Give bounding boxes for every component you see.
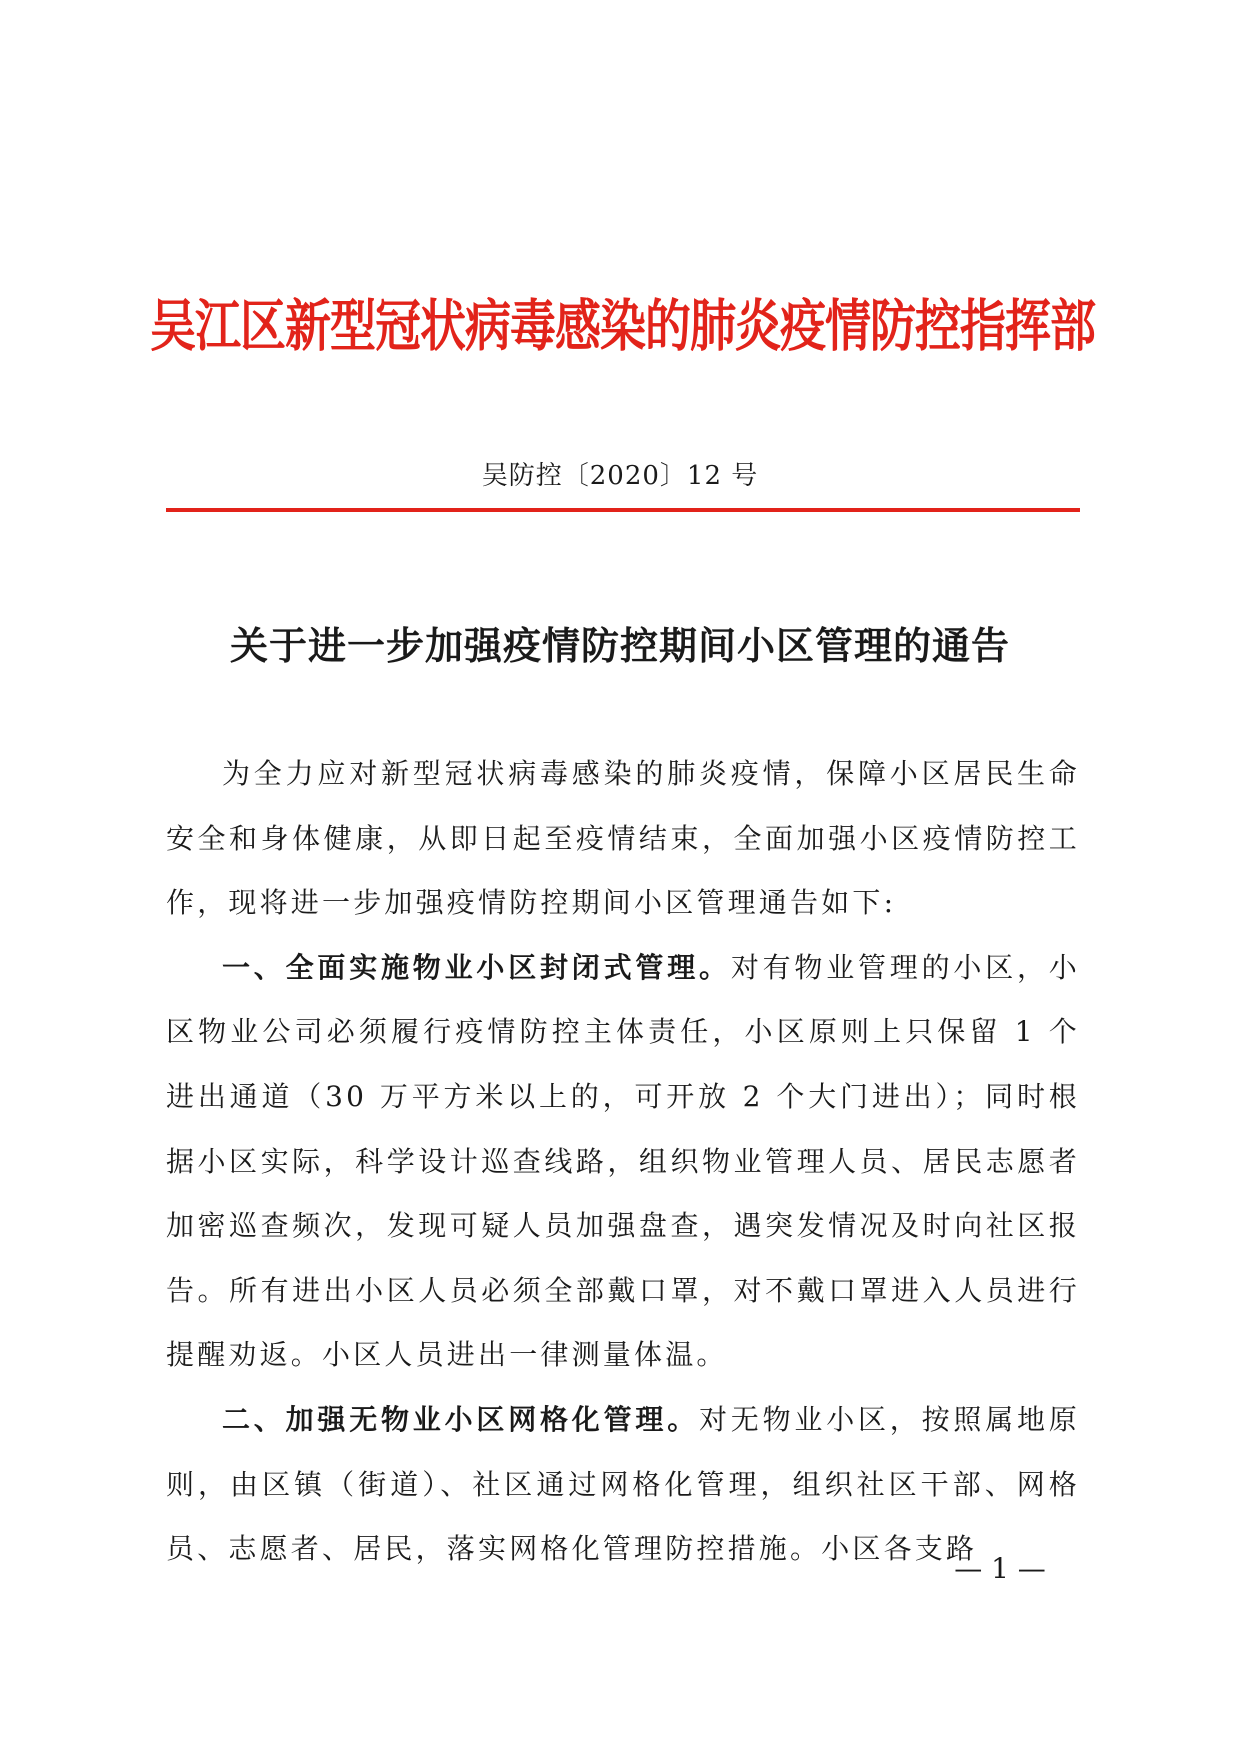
section-1-paragraph bbox=[166, 936, 1080, 1388]
section-1-text: 对有物业管理的小区，小区物业公司必须履行疫情防控主体责任，小区原则上只保留 1 个进出通道（30 万平方米以上的，可开放 2 个大门进出）；同时根据小区实际，科学设计巡查线路，组织物业管理人员、居民志愿者加密巡查频次，发现可疑人员加强盘查，遇突发情况及时向社区报告。所有进出小区人员必须全部戴口罩，对不戴口罩进入人员进行提醒劝返。小区人员进出一律测量体温。 bbox=[166, 950, 1081, 1372]
document-number: 吴防控〔2020〕12 号 bbox=[481, 461, 759, 491]
issuing-authority-title: 吴江区新型冠状病毒感染的肺炎疫情防控指挥部 bbox=[150, 292, 1095, 359]
intro-paragraph: 为全力应对新型冠状病毒感染的肺炎疫情，保障小区居民生命安全和身体健康，从即日起至疫情结束，全面加强小区疫情防控工作，现将进一步加强疫情防控期间小区管理通告如下: bbox=[166, 757, 1080, 920]
section-1-heading: 一、全面实施物业小区封闭式管理。 bbox=[222, 950, 731, 984]
red-divider-line bbox=[166, 508, 1080, 512]
page-number: — 1 — bbox=[954, 1552, 1046, 1585]
section-2-text: 对无物业小区，按照属地原则，由区镇（街道）、社区通过网格化管理，组织社区干部、网格员、志愿者、居民，落实网格化管理防控措施。小区各支路 bbox=[166, 1402, 1080, 1566]
notice-title: 关于进一步加强疫情防控期间小区管理的通告 bbox=[229, 623, 1010, 668]
section-2-heading: 二、加强无物业小区网格化管理。 bbox=[222, 1402, 699, 1436]
notice-body bbox=[166, 742, 1080, 1582]
